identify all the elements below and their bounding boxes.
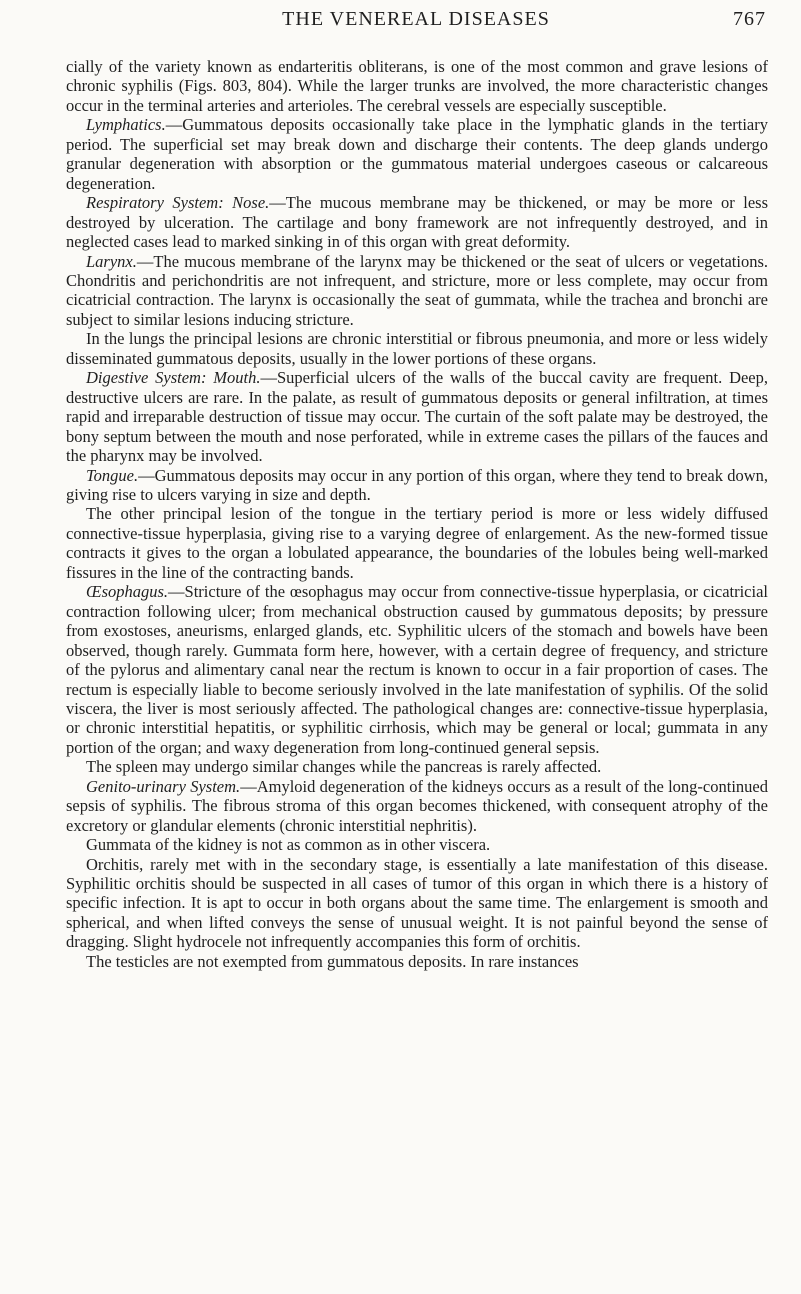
section-heading: Tongue. — [86, 465, 139, 485]
section-heading: Respiratory System: Nose. — [86, 193, 270, 213]
paragraph-text: The testicles are not exempted from gummatous deposits. In rare instances — [86, 951, 579, 971]
paragraph — [66, 368, 768, 465]
paragraph-text: —Stricture of the œsophagus may occur from connective-tissue hyperplasia, or cicatricial contraction following ulcer; from mechanical obstruction caused by gummatous deposits; by pressure from exostoses, aneurisms, enlarged glands, etc. Syphilitic ulcers of the stomach and bowels have been observed, though rarely. Gummata form here, however, with a certain degree of frequency, and stricture of the pylorus and alimentary canal near the rectum is known to occur in a fair proportion of cases. The rectum is especially liable to become seriously involved in the late manifestation of syphilis. Of the solid viscera, the liver is most seriously affected. The pathological changes are: connective-tissue hyperplasia, or chronic interstitial hepatitis, or syphilitic cirrhosis, which may be general or local; gummata in any portion of the organ; and waxy degeneration from long-continued general sepsis. — [66, 582, 768, 757]
paragraph-text: In the lungs the principal lesions are chronic interstitial or fibrous pneumonia, and more or less widely disseminated gummatous deposits, usually in the lower portions of these organs. — [66, 329, 768, 368]
paragraph-text: —Gummatous deposits may occur in any portion of this organ, where they tend to break down, giving rise to ulcers varying in size and depth. — [66, 465, 768, 504]
paragraph-text: —The mucous membrane may be thickened, or may be more or less destroyed by ulceration. The cartilage and bony framework are not infrequently destroyed, and in neglected cases lead to marked sinking in of this organ with great deformity. — [66, 193, 768, 252]
paragraph — [66, 855, 768, 952]
paragraph — [66, 777, 768, 835]
paragraph-text: cially of the variety known as endarteritis obliterans, is one of the most common and grave lesions of chronic syphilis (Figs. 803, 804). While the larger trunks are involved, the more characteristic changes occur in the terminal arteries and arterioles. The cerebral vessels are especially susceptible. — [66, 57, 768, 115]
paragraph — [66, 835, 768, 854]
page-number: 767 — [733, 8, 766, 30]
paragraph — [66, 57, 768, 115]
paragraph-text: —The mucous membrane of the larynx may be thickened or the seat of ulcers or vegetations. Chondritis and perichondritis are not infrequent, and stricture, more or less complete, may occur from cicatricial contraction. The larynx is occasionally the seat of gummata, while the trachea and bronchi are subject to similar lesions inducing stricture. — [66, 251, 768, 329]
paragraph-text: —Gummatous deposits occasionally take place in the lymphatic glands in the tertiary period. The superficial set may break down and discharge their contents. The deep glands undergo granular degeneration with absorption or the gummatous material undergoes caseous or calcareous degeneration. — [66, 115, 768, 193]
section-heading: Œsophagus. — [86, 582, 169, 602]
paragraph — [66, 329, 768, 368]
running-header — [66, 8, 766, 36]
paragraph — [66, 757, 768, 776]
body-text — [66, 57, 768, 971]
paragraph-text: Orchitis, rarely met with in the secondary stage, is essentially a late manifestation of this disease. Syphilitic orchitis should be suspected in all cases of tumor of this organ in which there is a history of specific infection. It is apt to occur in both organs about the same time. The enlargement is smooth and spherical, and when lifted conveys the sense of unusual weight. It is not painful beyond the sense of dragging. Slight hydrocele not infrequently accompanies this form of orchitis. — [66, 854, 768, 952]
paragraph — [66, 466, 768, 505]
section-heading: Lymphatics. — [86, 115, 166, 135]
paragraph — [66, 952, 768, 971]
paragraph-text: Gummata of the kidney is not as common as in other viscera. — [86, 835, 491, 855]
paragraph-text: —Amyloid degeneration of the kidneys occurs as a result of the long-continued sepsis of syphilis. The fibrous stroma of this organ becomes thickened, with consequent atrophy of the excretory or glandular elements (chronic interstitial nephritis). — [66, 776, 768, 835]
paragraph-text: The spleen may undergo similar changes while the pancreas is rarely affected. — [86, 757, 602, 777]
paragraph — [66, 193, 768, 251]
paragraph — [66, 115, 768, 193]
section-heading: Genito-urinary System. — [86, 776, 241, 796]
paragraph — [66, 582, 768, 757]
paragraph-text: —Superficial ulcers of the walls of the buccal cavity are frequent. Deep, destructive ulcers are rare. In the palate, as result of gummatous deposits or general infiltration, at times rapid and irreparable destruction of tissue may occur. The curtain of the soft palate may be destroyed, the bony septum between the mouth and nose perforated, while in extreme cases the pillars of the fauces and the pharynx may be involved. — [66, 368, 769, 466]
section-heading: Larynx. — [86, 251, 137, 271]
running-title: THE VENEREAL DISEASES — [282, 8, 550, 30]
section-heading: Digestive System: Mouth. — [86, 368, 261, 388]
paragraph — [66, 504, 768, 582]
paragraph — [66, 252, 768, 330]
paragraph-text: The other principal lesion of the tongue in the tertiary period is more or less widely diffused connective-tissue hyperplasia, giving rise to a varying degree of enlargement. As the new-formed tissue contracts it gives to the organ a lobulated appearance, the boundaries of the lobules being well-marked fissures in the line of the contracting bands. — [66, 504, 768, 582]
